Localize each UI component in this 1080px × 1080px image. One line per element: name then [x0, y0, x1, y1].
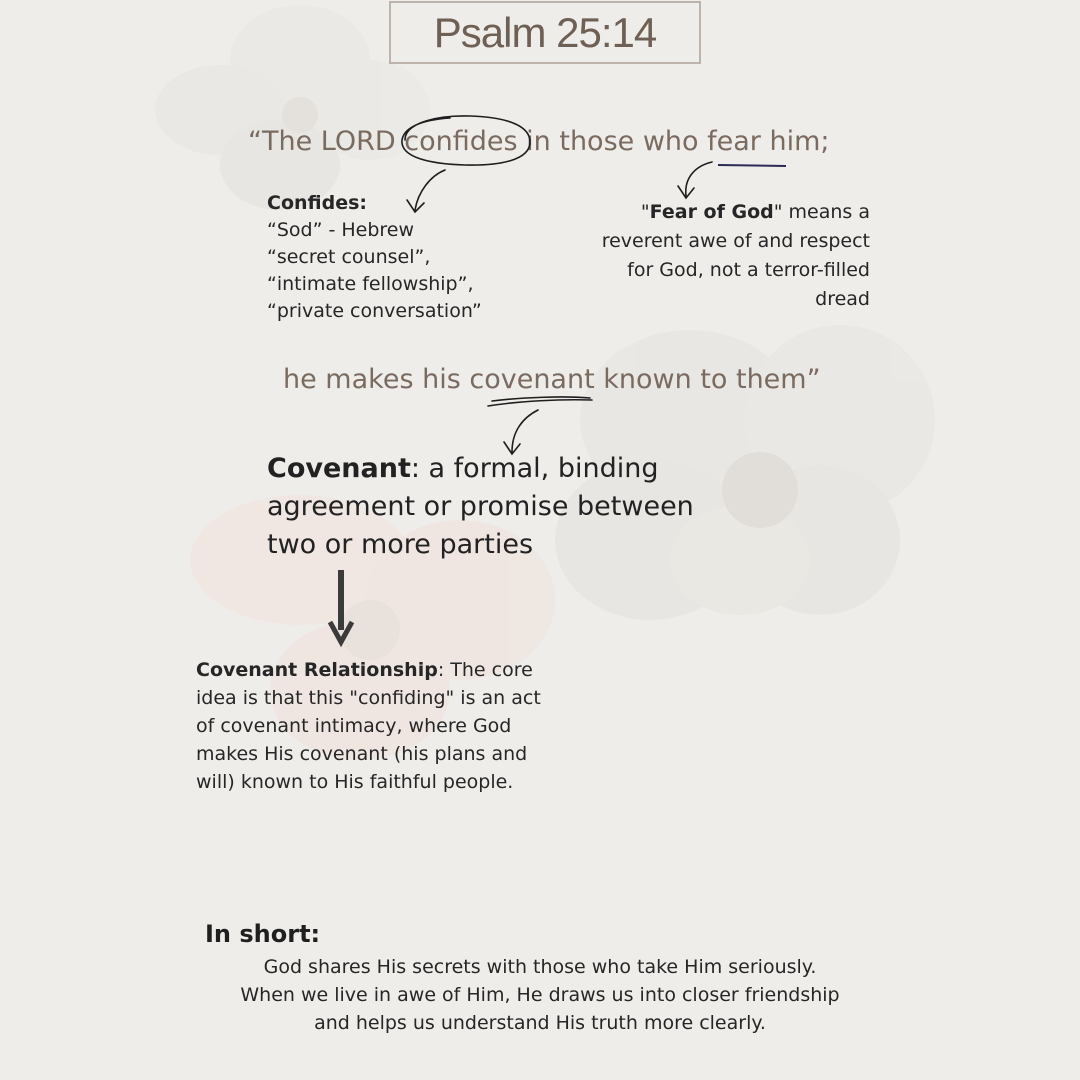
fear-of-god-term: Fear of God	[649, 201, 774, 223]
covenant-term: Covenant	[267, 453, 411, 484]
covenant-relationship-term: Covenant Relationship	[196, 659, 438, 681]
verse-line-1	[248, 126, 830, 157]
fear-word: fear	[707, 126, 761, 157]
confides-word: confides	[404, 126, 518, 157]
summary-heading: In short:	[205, 920, 321, 948]
verse-line-1-middle: in those who	[517, 126, 708, 157]
confides-line: “secret counsel”,	[267, 246, 431, 268]
fear-of-god-note	[590, 198, 870, 314]
verse-line-2-start: he makes his	[283, 364, 470, 395]
title-frame	[389, 1, 701, 64]
confides-note	[267, 190, 547, 325]
verse-line-2	[283, 364, 821, 395]
covenant-definition	[267, 450, 727, 564]
confides-line: “intimate fellowship”,	[267, 273, 474, 295]
summary-line: and helps us understand His truth more clearly.	[314, 1012, 766, 1034]
verse-line-1-end: him;	[760, 126, 830, 157]
verse-line-2-end: known to them”	[594, 364, 821, 395]
covenant-word: covenant	[469, 364, 595, 395]
confides-line: “Sod” - Hebrew	[267, 219, 415, 241]
summary-line: God shares His secrets with those who take Him seriously.	[263, 956, 817, 978]
summary-body	[180, 953, 900, 1037]
page-title: Psalm 25:14	[433, 8, 657, 56]
covenant-definition-text: : a formal, binding agreement or promise between two or more parties	[267, 453, 694, 560]
covenant-relationship-text: : The core idea is that this "confiding" is an act of covenant intimacy, where God makes His covenant (his plans and will) known to His faithful people.	[196, 659, 541, 793]
confides-heading: Confides:	[267, 192, 368, 214]
covenant-relationship-note	[196, 656, 541, 796]
summary-line: When we live in awe of Him, He draws us into closer friendship	[240, 984, 840, 1006]
fear-note-quote: "	[640, 201, 650, 223]
fear-of-god-definition: " means a reverent awe of and respect for God, not a terror-filled dread	[601, 201, 870, 310]
verse-line-1-start: “The LORD	[248, 126, 405, 157]
confides-line: “private conversation”	[267, 300, 482, 322]
